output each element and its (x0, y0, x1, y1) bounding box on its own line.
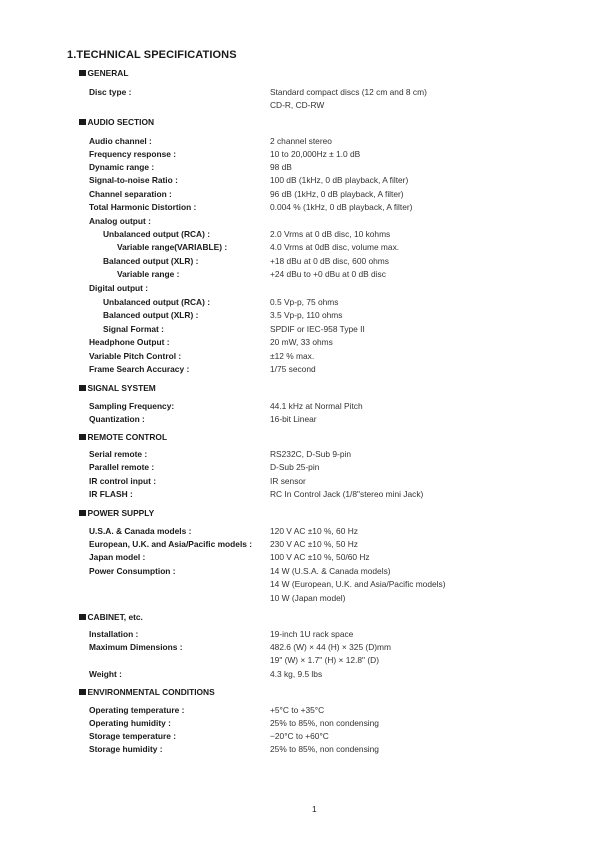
spec-value: 4.3 kg, 9.5 lbs (270, 669, 323, 679)
spec-label: Headphone Output : (89, 337, 170, 347)
spec-label: Sampling Frequency: (89, 401, 175, 411)
spec-value: 10 to 20,000Hz ± 1.0 dB (270, 149, 361, 159)
spec-value: +24 dBu to +0 dBu at 0 dB disc (270, 269, 386, 279)
spec-label: IR control input : (89, 476, 156, 486)
spec-value: 19-inch 1U rack space (270, 629, 354, 639)
section-heading-label: POWER SUPPLY (87, 508, 155, 518)
section-heading (79, 68, 128, 79)
spec-value: 25% to 85%, non condensing (270, 744, 379, 754)
spec-value: 96 dB (1kHz, 0 dB playback, A filter) (270, 189, 404, 199)
spec-value: −20°C to +60°C (270, 731, 329, 741)
spec-label: Japan model : (89, 552, 146, 562)
spec-value: 1/75 second (270, 364, 316, 374)
spec-label: Variable range : (117, 269, 180, 279)
spec-value: 2.0 Vrms at 0 dB disc, 10 kohms (270, 229, 391, 239)
spec-value: 44.1 kHz at Normal Pitch (270, 401, 363, 411)
spec-label: Operating temperature : (89, 705, 185, 715)
square-bullet-icon (79, 119, 86, 126)
spec-label: Digital output : (89, 283, 149, 293)
page-title: 1.TECHNICAL SPECIFICATIONS (67, 49, 237, 61)
spec-value: 25% to 85%, non condensing (270, 718, 379, 728)
section-heading-label: SIGNAL SYSTEM (87, 383, 156, 393)
spec-value: 4.0 Vrms at 0dB disc, volume max. (270, 242, 400, 252)
spec-value: D-Sub 25-pin (270, 462, 320, 472)
spec-label: Unbalanced output (RCA) : (103, 229, 211, 239)
section-heading (79, 383, 156, 394)
spec-label: Channel separation : (89, 189, 172, 199)
square-bullet-icon (79, 510, 86, 517)
spec-label: Frequency response : (89, 149, 177, 159)
spec-label: IR FLASH : (89, 489, 133, 499)
spec-value: 0.5 Vp-p, 75 ohms (270, 297, 339, 307)
spec-value: +5°C to +35°C (270, 705, 325, 715)
spec-value: 98 dB (270, 162, 292, 172)
section-heading (79, 687, 215, 698)
spec-value: 14 W (European, U.K. and Asia/Pacific models) (270, 579, 446, 590)
spec-value: IR sensor (270, 476, 306, 486)
spec-label: Balanced output (XLR) : (103, 310, 199, 320)
spec-label: Storage humidity : (89, 744, 163, 754)
spec-label: Parallel remote : (89, 462, 155, 472)
spec-label: Storage temperature : (89, 731, 177, 741)
section-heading-label: AUDIO SECTION (87, 117, 155, 127)
square-bullet-icon (79, 385, 86, 392)
square-bullet-icon (79, 434, 86, 441)
spec-label: Analog output : (89, 216, 151, 226)
section-heading (79, 508, 154, 519)
spec-value: 2 channel stereo (270, 136, 332, 146)
square-bullet-icon (79, 70, 86, 77)
spec-label: Frame Search Accuracy : (89, 364, 190, 374)
section-heading-label: REMOTE CONTROL (87, 432, 168, 442)
section-heading-label: CABINET, etc. (87, 612, 143, 622)
spec-value: 3.5 Vp-p, 110 ohms (270, 310, 343, 320)
spec-value: 10 W (Japan model) (270, 592, 346, 603)
spec-value: 100 V AC ±10 %, 50/60 Hz (270, 552, 370, 562)
spec-value: RC In Control Jack (1/8"stereo mini Jack) (270, 489, 424, 499)
spec-label: Operating humidity : (89, 718, 171, 728)
spec-label: Signal-to-noise Ratio : (89, 175, 178, 185)
spec-label: Quantization : (89, 414, 145, 424)
spec-label: Unbalanced output (RCA) : (103, 297, 211, 307)
square-bullet-icon (79, 614, 86, 621)
spec-label: Audio channel : (89, 136, 152, 146)
section-heading-label: ENVIRONMENTAL CONDITIONS (87, 687, 215, 697)
spec-label: Serial remote : (89, 449, 148, 459)
spec-value: 482.6 (W) × 44 (H) × 325 (D)mm (270, 642, 392, 652)
spec-label: Weight : (89, 669, 122, 679)
section-heading-label: GENERAL (87, 68, 129, 78)
spec-label: Signal Format : (103, 324, 164, 334)
section-heading (79, 117, 154, 128)
page-number: 1 (312, 804, 317, 814)
section-heading (79, 432, 167, 443)
spec-label: Maximum Dimensions : (89, 642, 183, 652)
spec-value: SPDIF or IEC-958 Type II (270, 324, 365, 334)
spec-label: Variable range(VARIABLE) : (117, 242, 228, 252)
spec-value: 16-bit Linear (270, 414, 317, 424)
square-bullet-icon (79, 689, 86, 696)
spec-value: Standard compact discs (12 cm and 8 cm) (270, 87, 427, 97)
spec-value: 100 dB (1kHz, 0 dB playback, A filter) (270, 175, 409, 185)
spec-label: Variable Pitch Control : (89, 351, 182, 361)
spec-value: RS232C, D-Sub 9-pin (270, 449, 351, 459)
spec-value: ±12 % max. (270, 351, 315, 361)
spec-label: Balanced output (XLR) : (103, 256, 199, 266)
spec-value: 0.004 % (1kHz, 0 dB playback, A filter) (270, 202, 413, 212)
spec-value: CD-R, CD-RW (270, 100, 325, 111)
spec-value: 14 W (U.S.A. & Canada models) (270, 566, 391, 576)
spec-value: +18 dBu at 0 dB disc, 600 ohms (270, 256, 389, 266)
spec-value: 120 V AC ±10 %, 60 Hz (270, 526, 358, 536)
spec-label: Total Harmonic Distortion : (89, 202, 197, 212)
spec-label: Installation : (89, 629, 139, 639)
spec-value: 230 V AC ±10 %, 50 Hz (270, 539, 358, 549)
section-heading (79, 612, 143, 623)
spec-label: European, U.K. and Asia/Pacific models : (89, 539, 253, 549)
spec-label: U.S.A. & Canada models : (89, 526, 192, 536)
spec-value: 20 mW, 33 ohms (270, 337, 333, 347)
spec-value: 19" (W) × 1.7" (H) × 12.8" (D) (270, 655, 379, 666)
spec-label: Disc type : (89, 87, 132, 97)
spec-label: Power Consumption : (89, 566, 176, 576)
spec-label: Dynamic range : (89, 162, 155, 172)
